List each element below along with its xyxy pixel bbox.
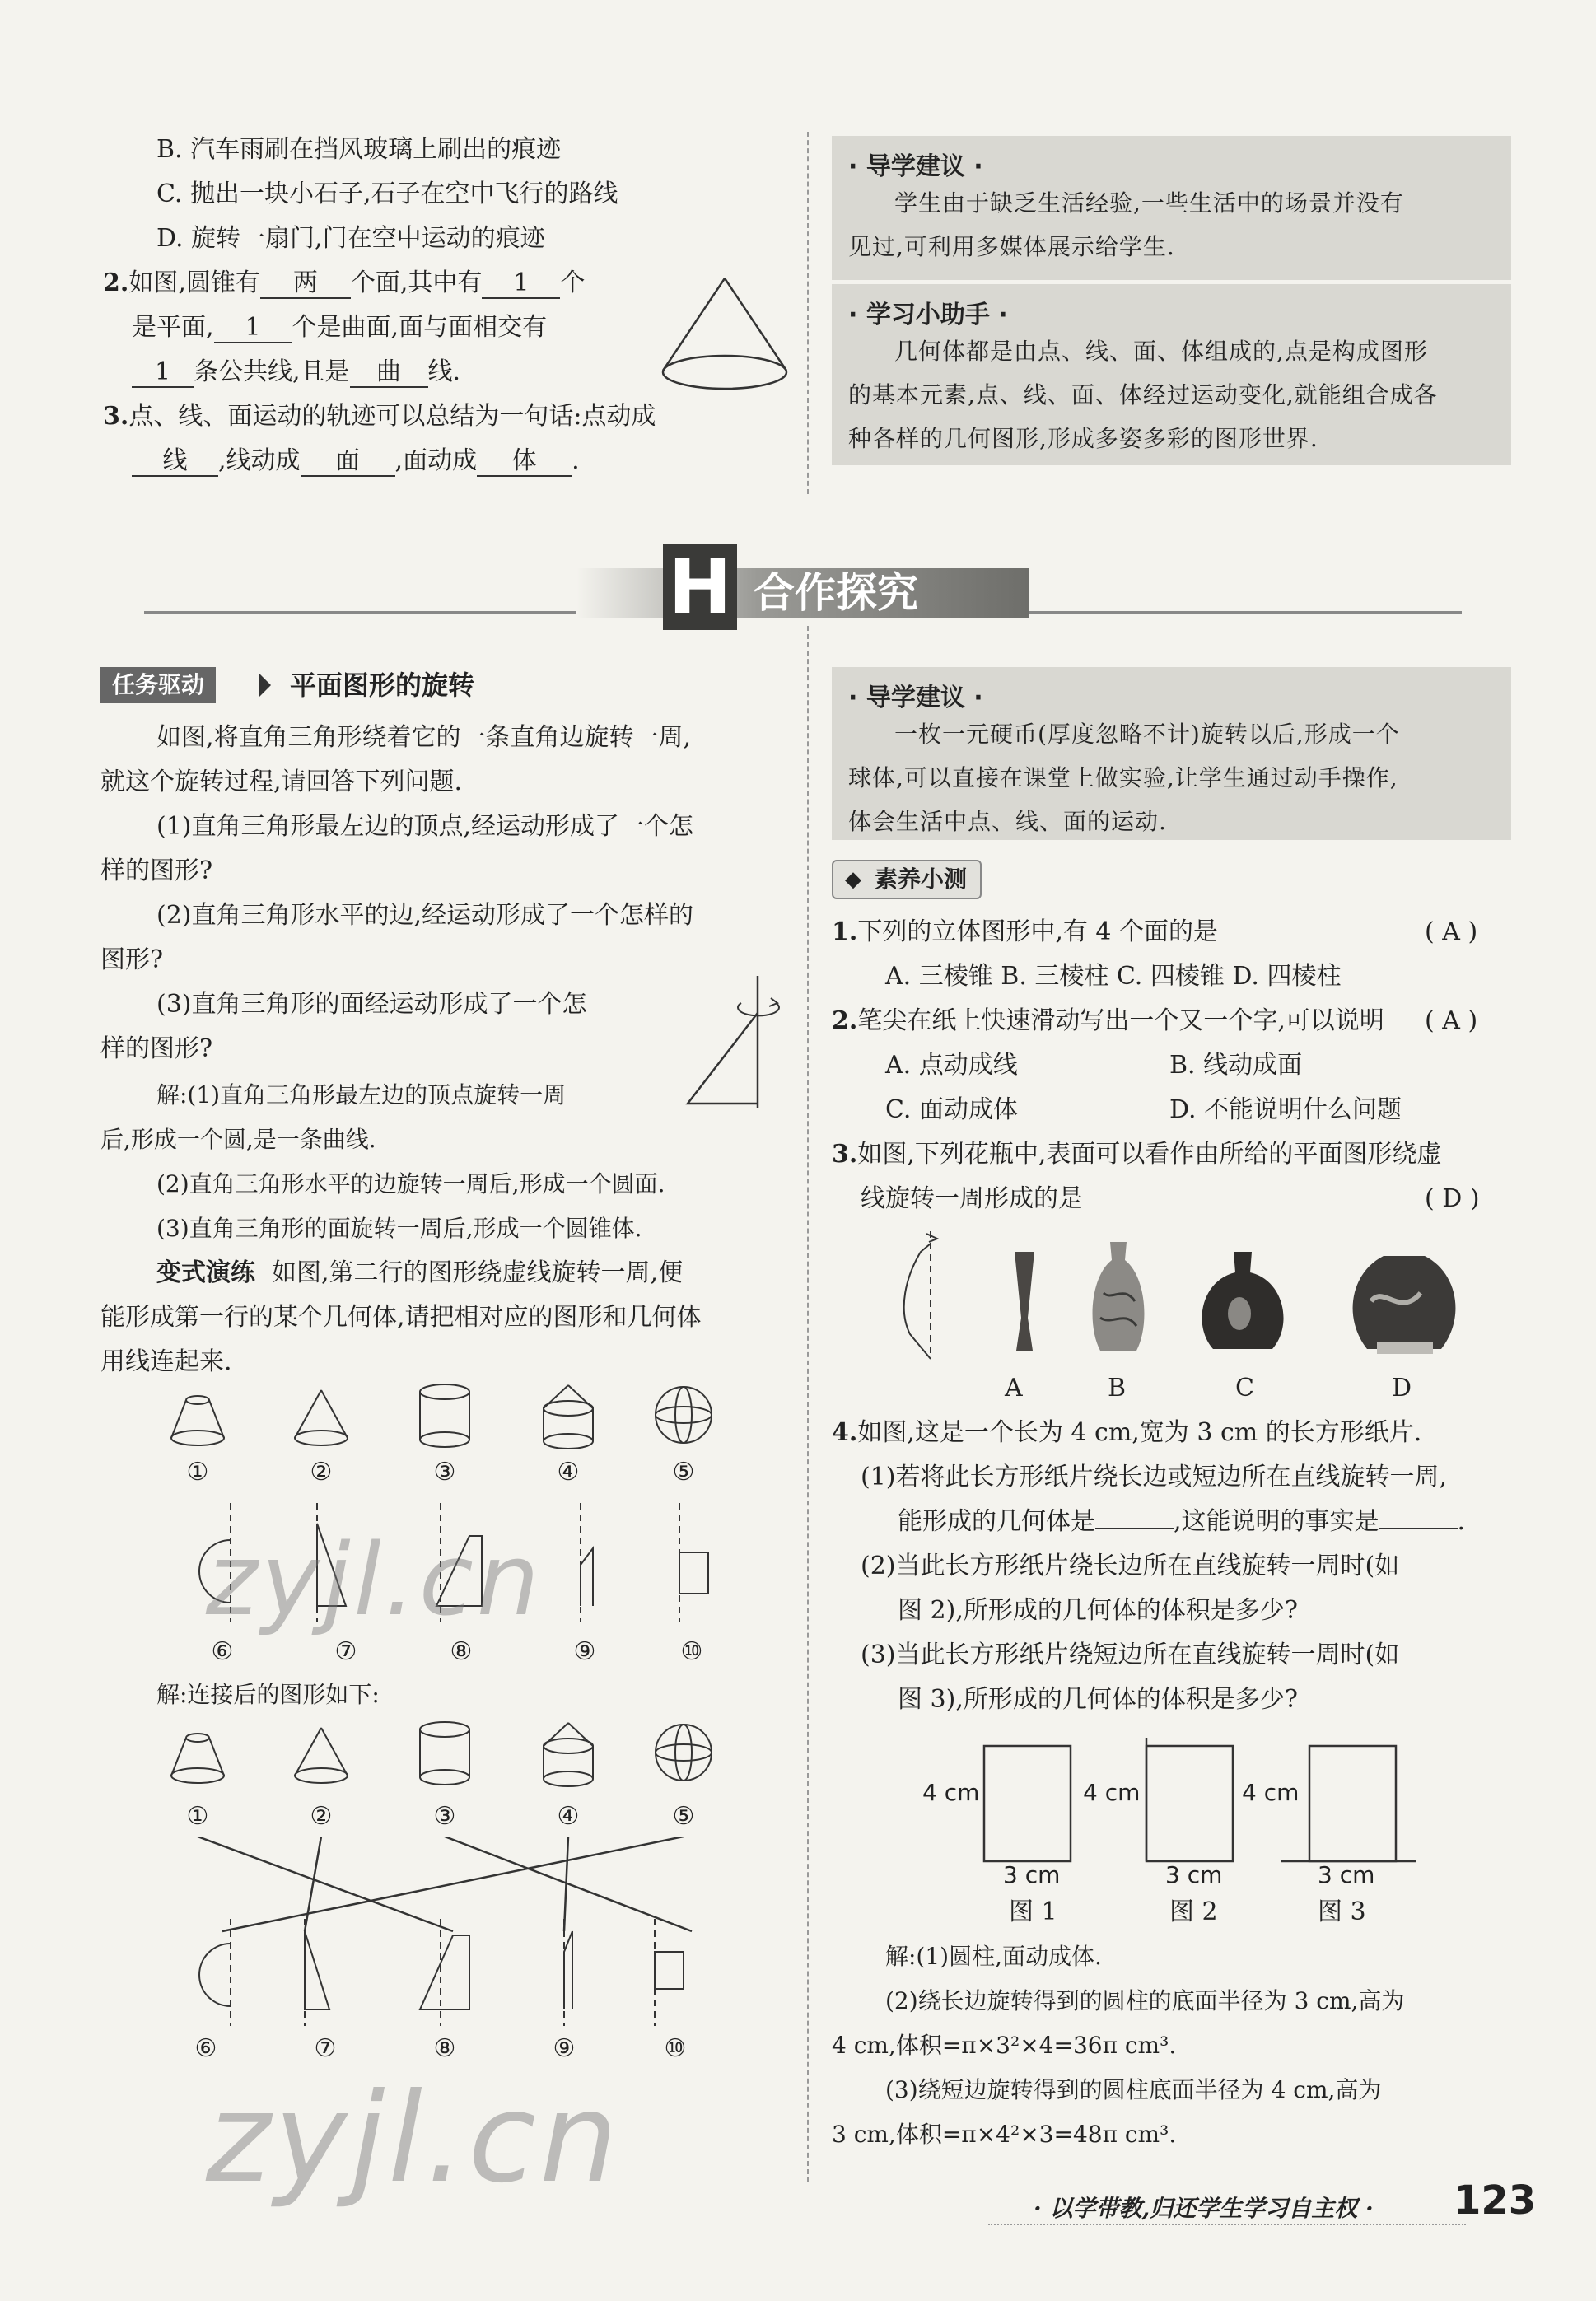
answer-blank: 1 bbox=[482, 269, 560, 299]
figure-label-1: 图 1 bbox=[1009, 1897, 1057, 1926]
solids-row-2 bbox=[148, 1713, 741, 1804]
column-divider bbox=[807, 626, 809, 2182]
column-divider bbox=[807, 132, 809, 494]
question-2-line2: 是平面, 1 个是曲面,面与面相交有 bbox=[132, 313, 548, 342]
answer-blank: 两 bbox=[260, 269, 351, 299]
task-question-2: (2)直角三角形水平的边,经运动形成了一个怎样的 bbox=[156, 901, 694, 930]
triangle-rotation-figure bbox=[675, 972, 791, 1120]
vase-c-icon bbox=[1202, 1252, 1283, 1349]
question-2-line3: 1 条公共线,且是 曲 线. bbox=[132, 356, 460, 389]
label-5: ⑤ bbox=[672, 1802, 695, 1831]
guide-title: · 导学建议 · bbox=[848, 152, 983, 181]
label-6: ⑥ bbox=[211, 1637, 234, 1666]
answer-blank: 线 bbox=[132, 447, 218, 477]
watermark: zyjl.cn bbox=[206, 1524, 543, 1638]
quiz-q4-solution: 3 cm,体积=π×4²×3=48π cm³. bbox=[832, 2121, 1177, 2148]
task-question-1: (1)直角三角形最左边的顶点,经运动形成了一个怎 bbox=[156, 812, 694, 841]
side-label: 4 cm bbox=[1083, 1779, 1141, 1806]
side-label: 4 cm bbox=[922, 1779, 980, 1806]
figure-label-2: 图 2 bbox=[1169, 1897, 1218, 1926]
label-3: ③ bbox=[433, 1458, 456, 1487]
quiz-q2-answer: ( A ) bbox=[1425, 1006, 1478, 1035]
quiz-q2-option-b: B. 线动成面 bbox=[1169, 1051, 1303, 1080]
answer-blank: 面 bbox=[301, 447, 395, 477]
option-b: B. 汽车雨刷在挡风玻璃上刷出的痕迹 bbox=[156, 135, 562, 164]
quiz-q1: 1.下列的立体图形中,有 4 个面的是 bbox=[832, 917, 1219, 946]
label-2: ② bbox=[310, 1458, 333, 1487]
variant-text: 用线连起来. bbox=[100, 1347, 232, 1376]
quiz-q2-option-c: C. 面动成体 bbox=[885, 1095, 1018, 1124]
quiz-q4-solution: (2)绕长边旋转得到的圆柱的底面半径为 3 cm,高为 bbox=[885, 1987, 1405, 2014]
label-9: ⑨ bbox=[573, 1637, 596, 1666]
quiz-q4-solution: (3)绕短边旋转得到的圆柱底面半径为 4 cm,高为 bbox=[885, 2076, 1382, 2103]
quiz-q1-answer: ( A ) bbox=[1425, 917, 1478, 946]
task-question-2: 图形? bbox=[100, 945, 164, 974]
vase-label-a: A bbox=[1005, 1374, 1023, 1403]
answer-blank: 体 bbox=[477, 447, 572, 477]
quiz-q4-part2-line2: 图 2),所形成的几何体的体积是多少? bbox=[898, 1596, 1298, 1625]
label-1: ① bbox=[186, 1802, 209, 1831]
label-4: ④ bbox=[557, 1458, 580, 1487]
question-2-line1: 2.如图,圆锥有 两 个面,其中有 1 个 bbox=[103, 268, 586, 297]
helper-title: · 学习小助手 · bbox=[848, 301, 1008, 329]
question-3-line2: 线 ,线动成 面 ,面动成 体 . bbox=[132, 445, 580, 478]
rectangle-figures bbox=[980, 1738, 1441, 1869]
guide-box-2 bbox=[832, 667, 1511, 840]
vase-label-c: C bbox=[1235, 1374, 1254, 1403]
quiz-q4-solution: 4 cm,体积=π×3²×4=36π cm³. bbox=[832, 2032, 1177, 2059]
cone-figure bbox=[651, 272, 799, 404]
label-10: ⑩ bbox=[664, 2034, 687, 2063]
label-3: ③ bbox=[433, 1802, 456, 1831]
solids-row-1 bbox=[148, 1375, 741, 1466]
label-7: ⑦ bbox=[314, 2034, 337, 2063]
task-solution: (3)直角三角形的面旋转一周后,形成一个圆锥体. bbox=[156, 1215, 642, 1242]
label-4: ④ bbox=[557, 1802, 580, 1831]
task-title: 平面图形的旋转 bbox=[290, 670, 475, 701]
label-2: ② bbox=[310, 1802, 333, 1831]
answer-blank: 曲 bbox=[350, 358, 428, 388]
quiz-q4-part3-line2: 图 3),所形成的几何体的体积是多少? bbox=[898, 1685, 1298, 1714]
quiz-q4-part2: (2)当此长方形纸片绕长边所在直线旋转一周时(如 bbox=[861, 1552, 1400, 1580]
diamond-icon: ◆ bbox=[845, 867, 861, 892]
section-letter: H bbox=[663, 544, 737, 630]
vase-d-icon bbox=[1353, 1256, 1456, 1354]
label-7: ⑦ bbox=[334, 1637, 357, 1666]
task-solution: 后,形成一个圆,是一条曲线. bbox=[100, 1126, 376, 1153]
variant-text: 能形成第一行的某个几何体,请把相对应的图形和几何体 bbox=[100, 1303, 702, 1332]
section-title: 合作探究 bbox=[754, 569, 918, 617]
footer-slogan: · 以学带教,归还学生学习自主权 · bbox=[1034, 2195, 1374, 2222]
question-number: 3. bbox=[103, 402, 129, 431]
task-solution: 解:(1)直角三角形最左边的顶点旋转一周 bbox=[156, 1081, 567, 1108]
label-9: ⑨ bbox=[553, 2034, 576, 2063]
page-number: 123 bbox=[1454, 2177, 1537, 2224]
task-question-3: 样的图形? bbox=[100, 1034, 213, 1063]
label-10: ⑩ bbox=[680, 1637, 703, 1666]
label-8: ⑧ bbox=[450, 1637, 473, 1666]
quiz-q2-option-a: A. 点动成线 bbox=[885, 1051, 1018, 1080]
quiz-q4-part1: (1)若将此长方形纸片绕长边或短边所在直线旋转一周, bbox=[861, 1463, 1448, 1491]
helper-text: 几何体都是由点、线、面、体组成的,点是构成图形 的基本元素,点、线、面、体经过运动变化,就能组合成各 种各样的几何图形,形成多姿多彩的图形世界. bbox=[848, 338, 1438, 452]
vase-a-icon bbox=[1015, 1252, 1034, 1351]
guide-title: · 导学建议 · bbox=[848, 684, 983, 712]
quiz-q4-part3: (3)当此长方形纸片绕短边所在直线旋转一周时(如 bbox=[861, 1641, 1400, 1669]
task-intro: 如图,将直角三角形绕着它的一条直角边旋转一周, bbox=[156, 723, 692, 752]
matching-lines bbox=[148, 1837, 741, 2034]
vase-b-icon bbox=[1093, 1242, 1145, 1351]
answer-blank bbox=[1379, 1528, 1458, 1529]
base-label: 3 cm bbox=[1003, 1861, 1061, 1888]
label-6: ⑥ bbox=[194, 2034, 217, 2063]
answer-blank bbox=[1095, 1528, 1174, 1529]
quiz-q2-option-d: D. 不能说明什么问题 bbox=[1169, 1095, 1402, 1124]
side-label: 4 cm bbox=[1242, 1779, 1300, 1806]
quiz-q1-options: A. 三棱锥 B. 三棱柱 C. 四棱锥 D. 四棱柱 bbox=[885, 962, 1342, 991]
answer-blank: 1 bbox=[132, 358, 194, 388]
task-question-3: (3)直角三角形的面经运动形成了一个怎 bbox=[156, 990, 587, 1019]
quiz-q2: 2.笔尖在纸上快速滑动写出一个又一个字,可以说明 bbox=[832, 1006, 1384, 1035]
option-c: C. 抛出一块小石子,石子在空中飞行的路线 bbox=[156, 180, 618, 208]
variant-label: 变式演练 bbox=[156, 1258, 255, 1287]
task-solution: (2)直角三角形水平的边旋转一周后,形成一个圆面. bbox=[156, 1170, 665, 1197]
task-intro: 就这个旋转过程,请回答下列问题. bbox=[100, 768, 463, 796]
quiz-q3-line2: 线旋转一周形成的是 bbox=[861, 1184, 1083, 1213]
label-1: ① bbox=[186, 1458, 209, 1487]
option-d: D. 旋转一扇门,门在空中运动的痕迹 bbox=[156, 224, 545, 253]
vase-label-b: B bbox=[1108, 1374, 1127, 1403]
base-label: 3 cm bbox=[1318, 1861, 1375, 1888]
helper-box bbox=[832, 284, 1511, 465]
question-number: 2. bbox=[103, 268, 129, 297]
base-label: 3 cm bbox=[1165, 1861, 1223, 1888]
arrow-icon bbox=[259, 674, 271, 697]
quiz-q3-answer: ( D ) bbox=[1425, 1184, 1480, 1213]
question-3-line1: 3.点、线、面运动的轨迹可以总结为一句话:点动成 bbox=[103, 402, 656, 431]
quiz-tag: ◆ 素养小测 bbox=[832, 860, 982, 899]
answer-blank: 1 bbox=[214, 314, 292, 343]
task-tag: 任务驱动 bbox=[100, 667, 216, 703]
figure-label-3: 图 3 bbox=[1318, 1897, 1366, 1926]
watermark: zyjl.cn bbox=[206, 2067, 622, 2210]
quiz-q4-solution: 解:(1)圆柱,面动成体. bbox=[885, 1943, 1102, 1970]
guide-text: 一枚一元硬币(厚度忽略不计)旋转以后,形成一个 球体,可以直接在课堂上做实验,让学生通过动手操作, 体会生活中点、线、面的运动. bbox=[848, 721, 1400, 835]
label-5: ⑤ bbox=[672, 1458, 695, 1487]
label-8: ⑧ bbox=[433, 2034, 456, 2063]
solution-intro: 解:连接后的图形如下: bbox=[156, 1681, 380, 1708]
guide-box-1 bbox=[832, 136, 1511, 280]
quiz-q4: 4.如图,这是一个长为 4 cm,宽为 3 cm 的长方形纸片. bbox=[832, 1418, 1422, 1447]
quiz-q4-part1-line2: 能形成的几何体是 ,这能说明的事实是 . bbox=[898, 1507, 1466, 1536]
guide-text: 学生由于缺乏生活经验,一些生活中的场景并没有 见过,可利用多媒体展示给学生. bbox=[848, 189, 1404, 260]
variant-line1: 变式演练 如图,第二行的图形绕虚线旋转一周,便 bbox=[156, 1258, 684, 1287]
quiz-q3: 3.如图,下列花瓶中,表面可以看作由所给的平面图形绕虚 bbox=[832, 1140, 1442, 1169]
task-question-1: 样的图形? bbox=[100, 856, 213, 885]
vase-label-d: D bbox=[1392, 1374, 1412, 1403]
vases-figure bbox=[889, 1227, 1532, 1375]
